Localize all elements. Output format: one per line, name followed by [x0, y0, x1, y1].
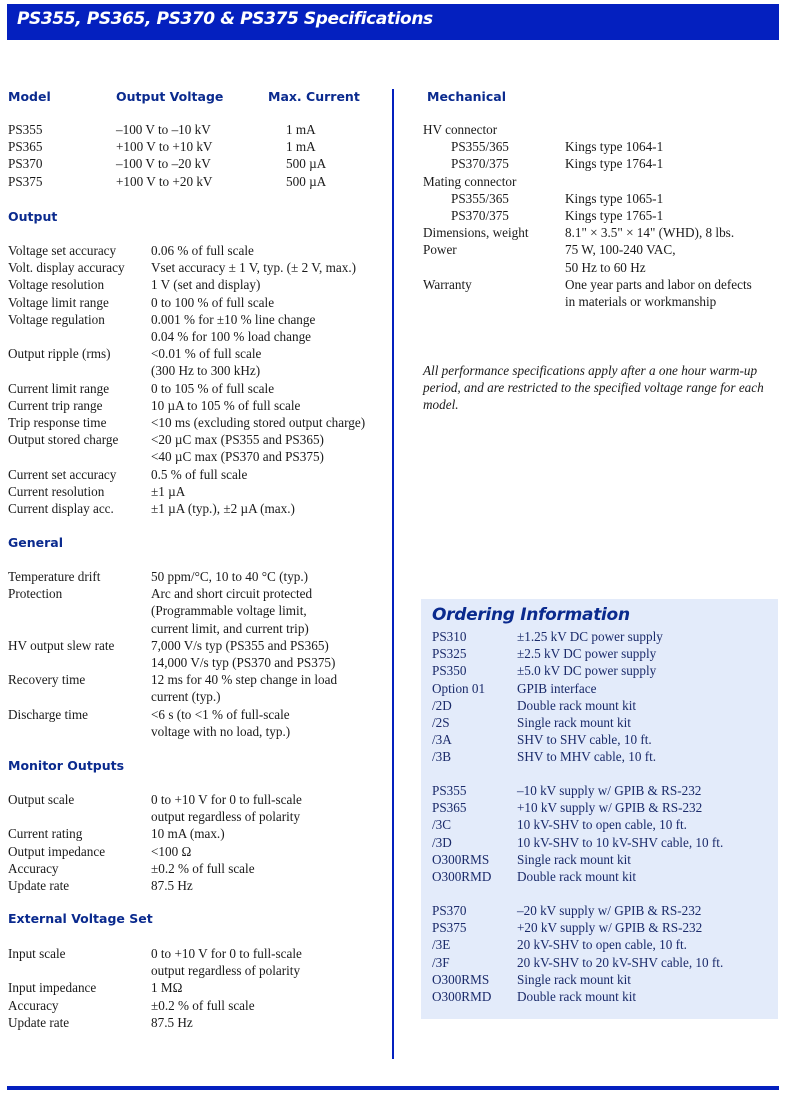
spec-value — [151, 825, 388, 842]
spec-value-line: 0.06 % of full scale — [151, 243, 254, 258]
model-max-current: 500 µA — [286, 156, 327, 172]
spec-label: PS370/375 — [451, 207, 509, 223]
spec-value-line: Arc and short circuit protected — [151, 586, 313, 602]
mechanical-heading: Mechanical — [427, 89, 506, 104]
ordering-code: O300RMS — [432, 851, 490, 867]
spec-value-line: 0 to +10 V for 0 to full-scale — [151, 792, 302, 807]
spec-row — [8, 380, 388, 397]
output-specs — [8, 242, 388, 517]
spec-label: Temperature drift — [8, 569, 101, 584]
table-row — [8, 121, 388, 138]
spec-value-line: <10 ms (excluding stored output charge) — [151, 415, 366, 431]
spec-value-line: voltage with no load, typ.) — [151, 723, 291, 739]
ordering-code: O300RMD — [432, 868, 492, 884]
spec-value-line: (300 Hz to 300 kHz) — [151, 363, 261, 379]
spec-value — [565, 241, 783, 275]
ordering-description: –20 kV supply w/ GPIB & RS-232 — [517, 903, 702, 918]
spec-label: PS370/375 — [451, 156, 509, 172]
spec-row — [8, 877, 388, 894]
spec-label: Voltage set accuracy — [8, 243, 117, 258]
spec-label: Mating connector — [423, 173, 517, 189]
monitor-specs — [8, 791, 388, 894]
spec-label: Output stored charge — [8, 432, 119, 448]
model-max-current: 1 mA — [286, 122, 316, 137]
spec-row — [8, 259, 388, 276]
spec-row — [8, 311, 388, 345]
spec-value — [151, 843, 388, 860]
spec-value-line: ±1 µA (typ.), ±2 µA (max.) — [151, 501, 295, 517]
spec-value — [151, 500, 388, 517]
spec-row — [8, 1014, 388, 1031]
spec-value — [151, 294, 388, 311]
spec-value-line: 0.04 % for 100 % load change — [151, 329, 312, 345]
spec-value — [565, 121, 783, 138]
spec-value — [151, 259, 388, 276]
ordering-description: 20 kV-SHV to 20 kV-SHV cable, 10 ft. — [517, 954, 724, 970]
monitor-heading: Monitor Outputs — [8, 758, 125, 773]
ordering-description: 10 kV-SHV to open cable, 10 ft. — [517, 817, 687, 833]
spec-label: Warranty — [423, 276, 472, 292]
spec-label: HV connector — [423, 122, 498, 137]
spec-row — [8, 276, 388, 293]
spec-value — [565, 276, 783, 310]
model-name: PS375 — [8, 173, 43, 189]
spec-value — [151, 397, 388, 414]
spec-label: Output ripple (rms) — [8, 346, 111, 362]
model-name: PS355 — [8, 122, 43, 137]
ordering-code: /3E — [432, 937, 451, 953]
ordering-description: ±2.5 kV DC power supply — [517, 646, 657, 662]
spec-label: Current rating — [8, 826, 83, 842]
spec-value-line: 8.1" × 3.5" × 14" (WHD), 8 lbs. — [565, 225, 735, 241]
spec-value-line: 50 ppm/°C, 10 to 40 °C (typ.) — [151, 569, 309, 584]
models-header-current: Max. Current — [268, 89, 360, 104]
models-table — [8, 121, 388, 190]
spec-row — [8, 843, 388, 860]
model-output-voltage: –100 V to –10 kV — [116, 122, 211, 137]
spec-value — [151, 945, 388, 979]
ordering-code: O300RMD — [432, 988, 492, 1004]
ordering-code: /3A — [432, 732, 452, 748]
spec-value — [565, 207, 783, 224]
ordering-description: ±1.25 kV DC power supply — [517, 629, 663, 644]
ordering-code: /3F — [432, 954, 450, 970]
spec-label: Current trip range — [8, 397, 103, 413]
spec-label: Current resolution — [8, 483, 105, 499]
ordering-code: PS350 — [432, 663, 467, 679]
spec-row — [423, 138, 783, 155]
spec-value-line: 87.5 Hz — [151, 1014, 193, 1030]
spec-label: Voltage resolution — [8, 277, 105, 293]
ordering-description: 10 kV-SHV to 10 kV-SHV cable, 10 ft. — [517, 834, 724, 850]
spec-row — [423, 190, 783, 207]
spec-value-line: in materials or workmanship — [565, 294, 717, 309]
spec-row — [423, 155, 783, 172]
spec-value-line: 0.5 % of full scale — [151, 466, 248, 482]
spec-value — [151, 483, 388, 500]
spec-row — [423, 121, 783, 138]
spec-value — [151, 311, 388, 345]
spec-value — [151, 276, 388, 293]
spec-label: Input scale — [8, 946, 66, 961]
spec-value-line: Kings type 1765-1 — [565, 207, 664, 223]
table-row — [8, 173, 388, 190]
spec-row — [8, 345, 388, 379]
spec-row — [423, 173, 783, 190]
ordering-information-box — [421, 599, 778, 1019]
ordering-code: PS370 — [432, 903, 467, 918]
performance-note: All performance specifications apply after a one hour warm-up period, and are restricted to the specified voltage range for each model. — [423, 363, 764, 413]
spec-row — [8, 500, 388, 517]
spec-row — [8, 671, 388, 705]
external-heading: External Voltage Set — [8, 911, 153, 926]
spec-label: Current set accuracy — [8, 466, 117, 482]
mechanical-specs — [423, 121, 783, 310]
spec-value-line: 1 V (set and display) — [151, 277, 261, 293]
ordering-code: /2D — [432, 697, 452, 713]
ordering-description: +20 kV supply w/ GPIB & RS-232 — [517, 920, 703, 936]
spec-label: Recovery time — [8, 672, 86, 688]
spec-value-line: 0 to 100 % of full scale — [151, 294, 275, 310]
spec-row — [8, 706, 388, 740]
ordering-description: ±5.0 kV DC power supply — [517, 663, 657, 679]
ordering-title: Ordering Information — [432, 605, 630, 625]
spec-value — [565, 155, 783, 172]
spec-row — [8, 997, 388, 1014]
spec-value — [151, 979, 388, 996]
ordering-code: /3C — [432, 817, 452, 833]
ordering-code: PS365 — [432, 800, 467, 816]
model-max-current: 500 µA — [286, 173, 327, 189]
spec-value-line: ±0.2 % of full scale — [151, 860, 255, 876]
bottom-rule — [7, 1086, 779, 1090]
spec-row — [8, 825, 388, 842]
spec-label: Output scale — [8, 792, 75, 807]
ordering-code: Option 01 — [432, 680, 486, 696]
spec-value — [151, 706, 388, 740]
spec-value-line: output regardless of polarity — [151, 963, 301, 979]
spec-value — [151, 242, 388, 259]
spec-value-line — [565, 173, 783, 190]
spec-row — [423, 207, 783, 224]
spec-row — [8, 483, 388, 500]
spec-row — [8, 637, 388, 671]
ordering-code: /2S — [432, 714, 450, 730]
spec-label: Accuracy — [8, 997, 59, 1013]
output-heading: Output — [8, 209, 58, 224]
ordering-description: Double rack mount kit — [517, 988, 637, 1004]
spec-value-line: ±0.2 % of full scale — [151, 997, 255, 1013]
spec-value-line: <100 Ω — [151, 843, 192, 859]
spec-label: Input impedance — [8, 980, 97, 996]
spec-value — [151, 431, 388, 465]
model-max-current: 1 mA — [286, 139, 316, 155]
spec-row — [8, 860, 388, 877]
models-header-model: Model — [8, 89, 51, 104]
spec-label: Update rate — [8, 878, 70, 894]
spec-value-line: (Programmable voltage limit, — [151, 603, 307, 619]
spec-value — [151, 877, 388, 894]
spec-row — [8, 945, 388, 979]
spec-value — [151, 637, 388, 671]
ordering-description: Single rack mount kit — [517, 971, 631, 987]
spec-label: Voltage regulation — [8, 311, 105, 327]
spec-row — [8, 585, 388, 637]
spec-row — [8, 431, 388, 465]
ordering-code: /3B — [432, 749, 452, 765]
spec-row — [423, 224, 783, 241]
spec-row — [423, 276, 783, 310]
page-title: PS355, PS365, PS370 & PS375 Specifications — [17, 9, 433, 29]
spec-label: PS355/365 — [451, 190, 509, 206]
spec-row — [8, 294, 388, 311]
spec-value-line: Kings type 1764-1 — [565, 156, 664, 172]
spec-value — [151, 345, 388, 379]
spec-value-line: Kings type 1064-1 — [565, 139, 664, 155]
spec-value-line: 0 to +10 V for 0 to full-scale — [151, 946, 302, 961]
spec-row — [8, 414, 388, 431]
spec-value — [151, 568, 388, 585]
spec-row — [8, 242, 388, 259]
table-row — [8, 138, 388, 155]
ordering-description: Single rack mount kit — [517, 714, 631, 730]
spec-value — [565, 173, 783, 190]
spec-value — [151, 671, 388, 705]
spec-value-line: 1 MΩ — [151, 980, 183, 996]
spec-row — [8, 791, 388, 825]
spec-value-line: 12 ms for 40 % step change in load — [151, 672, 338, 688]
spec-value — [151, 997, 388, 1014]
ordering-description: Single rack mount kit — [517, 851, 631, 867]
general-heading: General — [8, 535, 63, 550]
spec-row — [8, 397, 388, 414]
spec-label: Current display acc. — [8, 501, 114, 517]
spec-row — [8, 568, 388, 585]
spec-value-line: ±1 µA — [151, 483, 186, 499]
table-row — [8, 155, 388, 172]
model-output-voltage: +100 V to +10 kV — [116, 139, 213, 155]
spec-value-line — [565, 121, 783, 138]
spec-value-line: 14,000 V/s typ (PS370 and PS375) — [151, 655, 336, 671]
spec-value-line: output regardless of polarity — [151, 809, 301, 825]
spec-label: Power — [423, 242, 457, 258]
spec-value-line: 10 mA (max.) — [151, 826, 225, 842]
spec-value-line: Vset accuracy ± 1 V, typ. (± 2 V, max.) — [151, 260, 357, 276]
ordering-code: PS325 — [432, 646, 467, 662]
spec-value — [565, 190, 783, 207]
spec-label: PS355/365 — [451, 139, 509, 155]
spec-label: Discharge time — [8, 706, 88, 722]
ordering-code: O300RMS — [432, 971, 490, 987]
spec-value-line: 87.5 Hz — [151, 878, 193, 894]
ordering-description: SHV to MHV cable, 10 ft. — [517, 749, 657, 765]
spec-value-line: 75 W, 100-240 VAC, — [565, 242, 676, 258]
ordering-description: +10 kV supply w/ GPIB & RS-232 — [517, 800, 703, 816]
title-bar — [7, 4, 779, 40]
model-output-voltage: +100 V to +20 kV — [116, 173, 213, 189]
general-specs — [8, 568, 388, 740]
spec-value — [151, 791, 388, 825]
ordering-description: Double rack mount kit — [517, 868, 637, 884]
spec-value-line: 0.001 % for ±10 % line change — [151, 311, 316, 327]
spec-value — [151, 860, 388, 877]
spec-value — [151, 585, 388, 637]
spec-label: Current limit range — [8, 380, 110, 396]
spec-value-line: One year parts and labor on defects — [565, 276, 752, 292]
spec-value-line: <20 µC max (PS355 and PS365) — [151, 432, 324, 448]
spec-value — [151, 414, 388, 431]
ordering-description: GPIB interface — [517, 680, 597, 696]
model-name: PS365 — [8, 139, 43, 155]
ordering-description: SHV to SHV cable, 10 ft. — [517, 732, 652, 748]
spec-value-line: <6 s (to <1 % of full-scale — [151, 706, 290, 722]
spec-label: Trip response time — [8, 415, 107, 431]
spec-value-line: 50 Hz to 60 Hz — [565, 259, 646, 275]
ordering-description: Double rack mount kit — [517, 697, 637, 713]
spec-row — [8, 466, 388, 483]
ordering-code: PS310 — [432, 629, 467, 644]
spec-value-line: 7,000 V/s typ (PS355 and PS365) — [151, 637, 329, 653]
spec-value — [151, 1014, 388, 1031]
spec-value-line: 0 to 105 % of full scale — [151, 380, 275, 396]
ordering-description: 20 kV-SHV to open cable, 10 ft. — [517, 937, 687, 953]
model-output-voltage: –100 V to –20 kV — [116, 156, 211, 172]
spec-value-line: 10 µA to 105 % of full scale — [151, 397, 301, 413]
spec-label: Output impedance — [8, 843, 106, 859]
models-header-voltage: Output Voltage — [116, 89, 224, 104]
ordering-code: PS375 — [432, 920, 467, 936]
spec-label: Voltage limit range — [8, 294, 109, 310]
spec-value — [565, 138, 783, 155]
external-specs — [8, 945, 388, 1031]
spec-value — [151, 466, 388, 483]
model-name: PS370 — [8, 156, 43, 172]
spec-value-line: current (typ.) — [151, 689, 221, 705]
spec-value-line: Kings type 1065-1 — [565, 190, 664, 206]
spec-label: Update rate — [8, 1014, 70, 1030]
spec-label: Accuracy — [8, 860, 59, 876]
spec-value-line: <40 µC max (PS370 and PS375) — [151, 449, 324, 465]
spec-label: Volt. display accuracy — [8, 260, 125, 276]
spec-label: Dimensions, weight — [423, 225, 529, 241]
spec-label: Protection — [8, 586, 63, 602]
spec-value — [151, 380, 388, 397]
spec-row — [8, 979, 388, 996]
ordering-code: /3D — [432, 834, 452, 850]
spec-value — [565, 224, 783, 241]
spec-row — [423, 241, 783, 275]
spec-label: HV output slew rate — [8, 637, 115, 653]
ordering-code: PS355 — [432, 783, 467, 798]
ordering-description: –10 kV supply w/ GPIB & RS-232 — [517, 783, 702, 798]
spec-value-line: <0.01 % of full scale — [151, 346, 262, 362]
column-divider — [392, 89, 394, 1059]
spec-value-line: current limit, and current trip) — [151, 620, 309, 636]
